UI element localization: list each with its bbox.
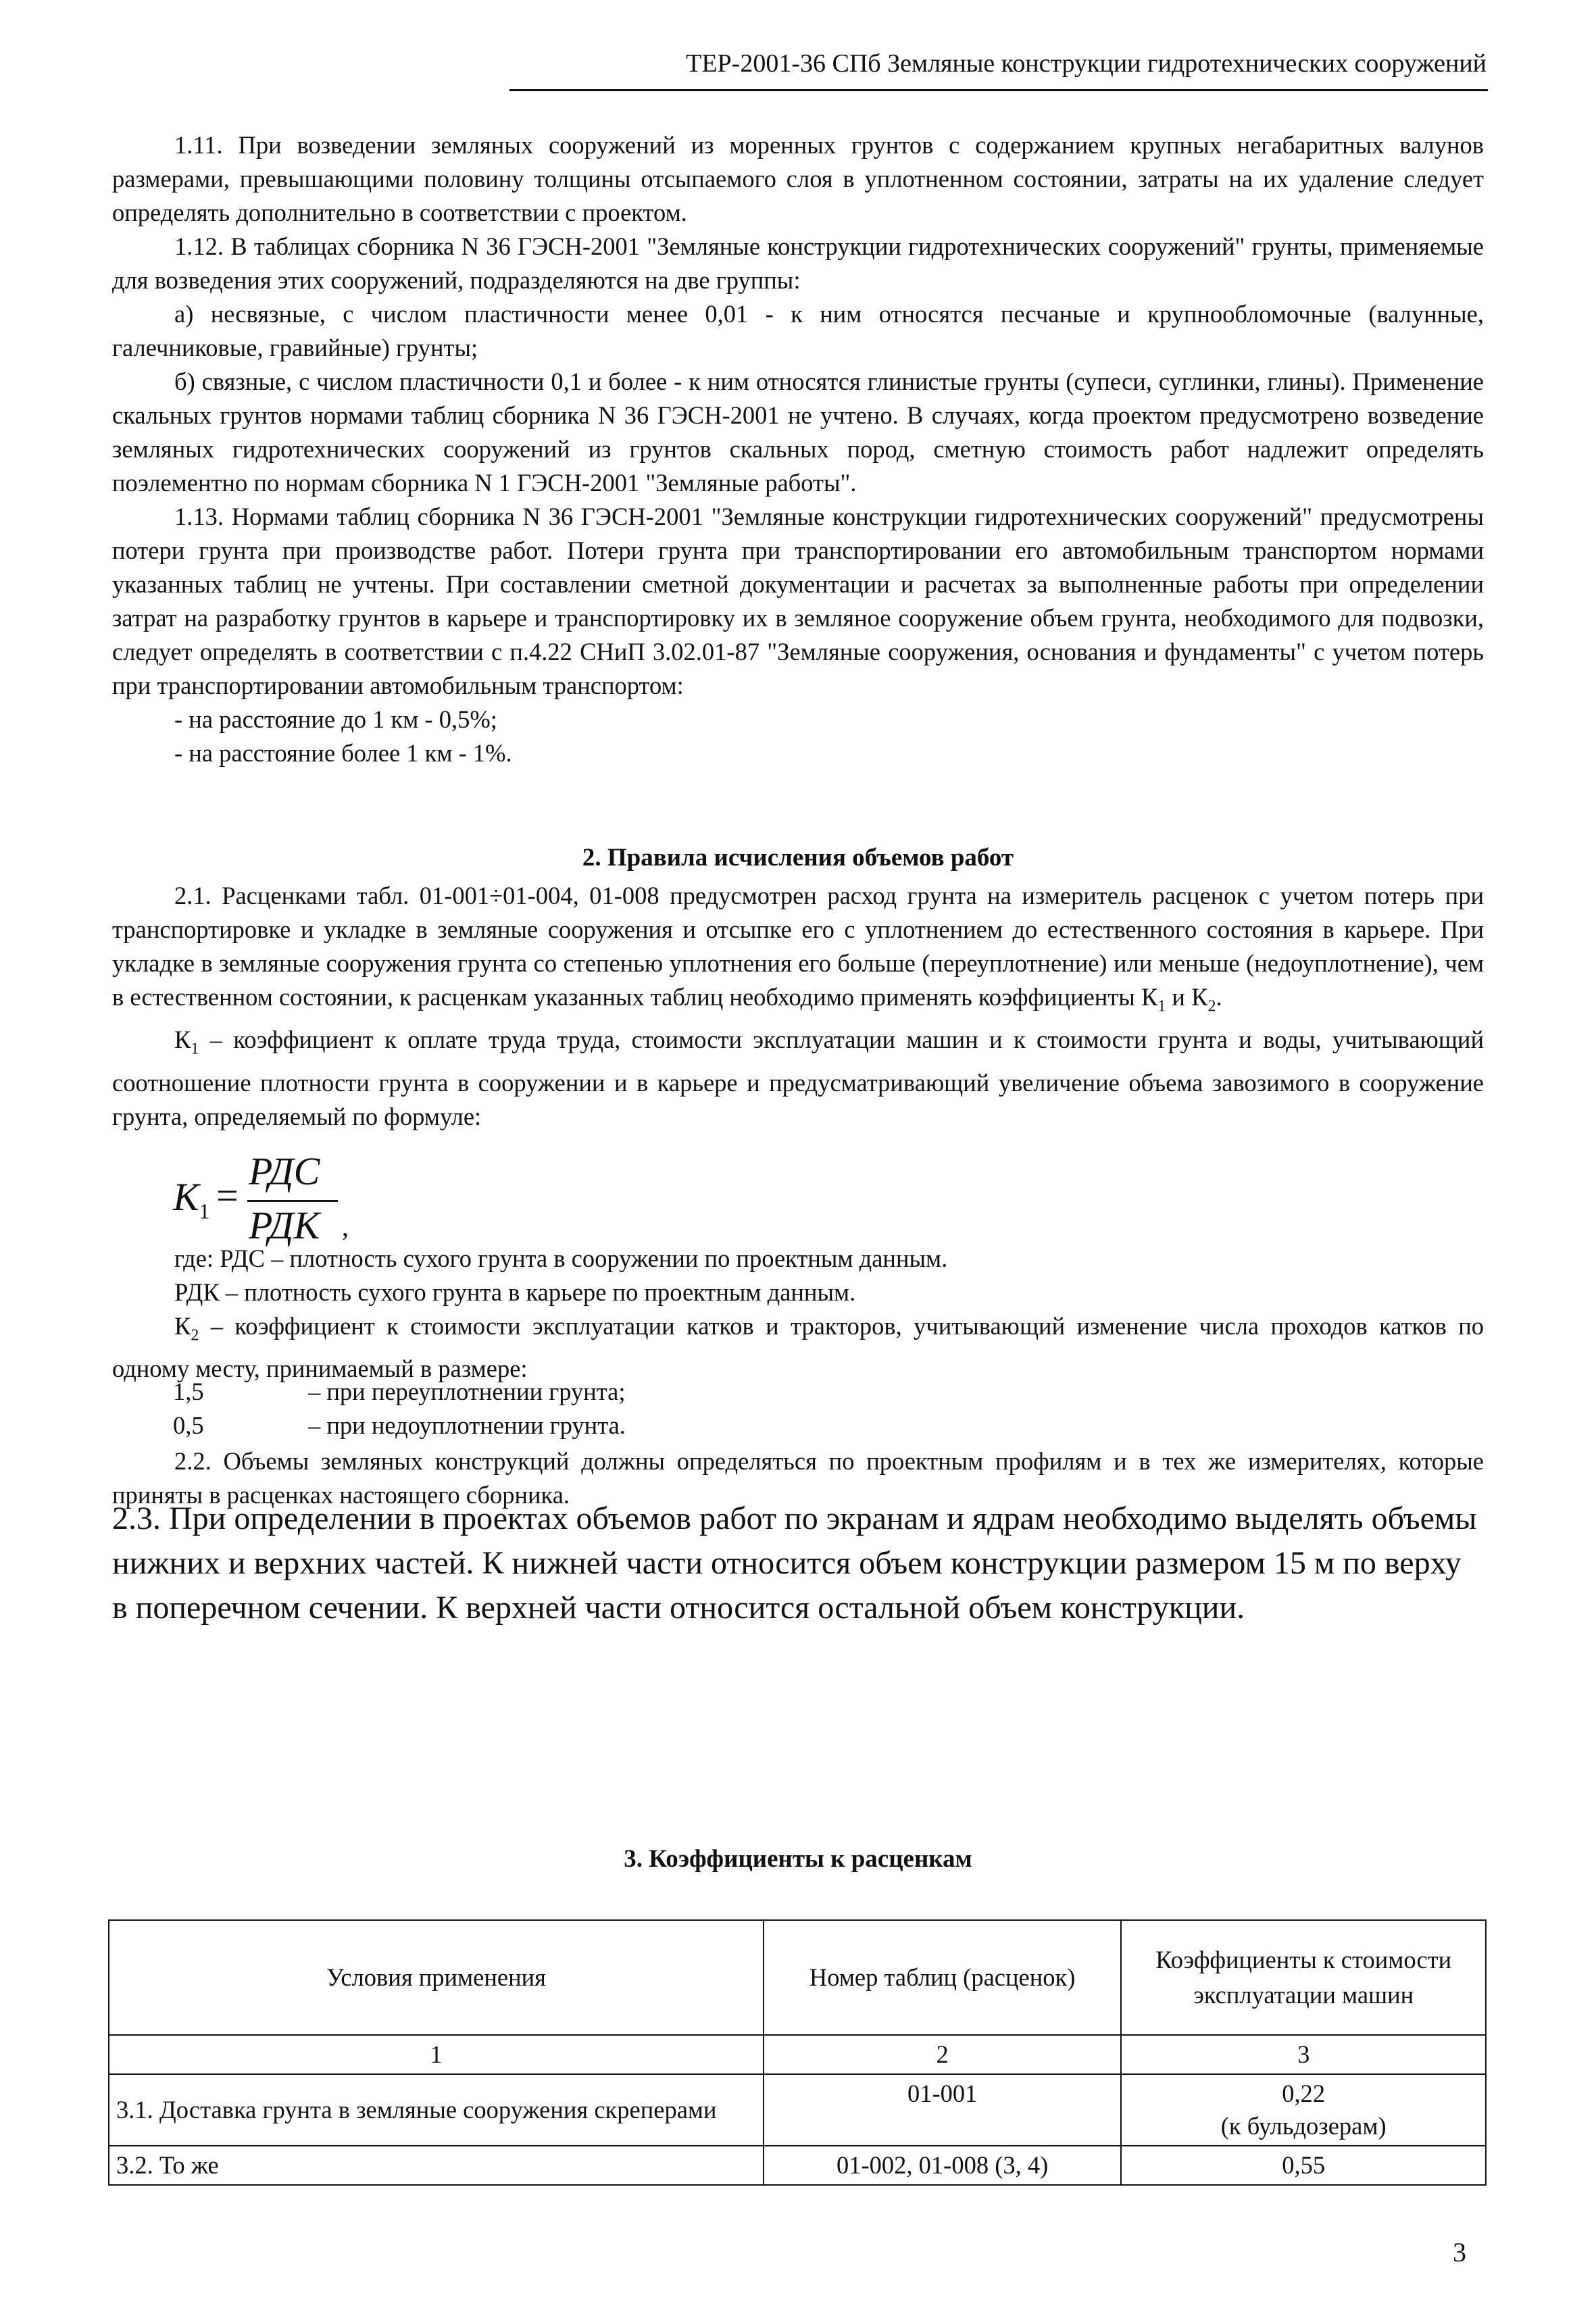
section1-text <box>112 128 1484 770</box>
paragraph-2-1-text: 2.1. Расценками табл. 01-001÷01-004, 01-008 предусмотрен расход грунта на измеритель расценок с учетом потерь при транспортировке и укладке в земляные сооружения и отсыпке его с уплотнением до естественного состояния в карьере. При укладке в земляные сооружения грунта со степенью уплотнения его больше (переуплотнение) или меньше (недоуплотнение), чем в естественном состоянии, к расценкам указанных таблиц необходимо применять коэффициенты <box>112 882 1484 1011</box>
paragraph-2-3: 2.3. При определении в проектах объемов работ по экранам и ядрам необходимо выделять объемы нижних и верхних частей. К нижней части относится объем конструкции размером 15 м по верху в поперечном сечении. К верхней части относится остальной объем конструкции. <box>112 1501 1477 1626</box>
paragraph-1-12-a: а) несвязные, с числом пластичности менее 0,01 - к ним относятся песчаные и крупнообломочные (валунные, галечниковые, гравийные) грунты; <box>112 300 1484 361</box>
coefficient-description: – при недоуплотнении грунта. <box>308 1411 626 1439</box>
paragraph-1-12-b: б) связные, с числом пластичности 0,1 и более - к ним относятся глинистые грунты (супеси, суглинки, глины). Применение скальных грунтов нормами таблиц сборника N 36 ГЭСН-2001 не учтено. В случаях, когда проектом предусмотрено возведение земляных гидротехнических сооружений из грунтов скальных пород, сметную стоимость работ надлежит определять поэлементно по нормам сборника N 1 ГЭСН-2001 "Земляные работы". <box>112 368 1484 497</box>
paragraph-1-13: 1.13. Нормами таблиц сборника N 36 ГЭСН-2001 "Земляные конструкции гидротехнических сооружений" предусмотрены потери грунта при производстве работ. Потери грунта при транспортировании его автомобильным транспортом нормами указанных таблиц не учтены. При составлении сметной документации и расчетах за выполненные работы при определении затрат на разработку грунтов в карьере и транспортировку их в земляное сооружение объем грунта, необходимого для подвозки, следует определять в соответствии с п.4.22 СНиП 3.02.01-87 "Земляные сооружения, основания и фундаменты" с учетом потерь при транспортировании автомобильным транспортом: <box>112 503 1484 699</box>
paragraph-1-11: 1.11. При возведении земляных сооружений из моренных грунтов с содержанием крупных негабаритных валунов размерами, превышающими половину толщины отсыпаемого слоя в уплотненном состоянии, затраты на их удаление следует определять дополнительно в соответствии с проектом. <box>112 131 1484 226</box>
and-text: и <box>1166 983 1192 1011</box>
header-rule <box>509 89 1488 91</box>
row-coefficient: 0,22 <box>1282 2080 1326 2107</box>
section2-title: 2. Правила исчисления объемов работ <box>582 844 1014 872</box>
k2-def-subscript: 2 <box>191 1326 199 1344</box>
header-coefficients: Коэффициенты к стоимости эксплуатации машин <box>1121 1920 1486 2035</box>
section3-title: 3. Коэффициенты к расценкам <box>624 1845 972 1873</box>
coefficients-table <box>108 1919 1487 2186</box>
period: . <box>1216 983 1222 1011</box>
row-coefficient-cell <box>1121 2074 1486 2146</box>
k1-def-symbol: К <box>174 1026 191 1054</box>
k2-subscript: 2 <box>1207 997 1216 1015</box>
k1-symbol: К <box>1141 983 1158 1011</box>
section2-text-continued <box>112 1242 1484 1386</box>
table-row <box>109 2074 1486 2146</box>
where-rds: где: РДС – плотность сухого грунта в сооружении по проектным данным. <box>174 1244 948 1272</box>
row-tables: 01-001 <box>764 2074 1122 2146</box>
row-coefficient: 0,55 <box>1121 2146 1486 2185</box>
formula-fraction-bar <box>247 1200 338 1202</box>
header-conditions: Условия применения <box>109 1920 764 2035</box>
k2-def-text: – коэффициент к стоимости эксплуатации катков и тракторов, учитывающий изменение числа проходов катков по одному месту, принимаемый в размере: <box>112 1312 1484 1383</box>
formula-lhs <box>173 1174 210 1224</box>
row-condition: 3.1. Доставка грунта в земляные сооружения скреперами <box>109 2074 764 2146</box>
formula-equals: = <box>216 1174 239 1217</box>
table-column-numbers-row <box>109 2035 1486 2074</box>
paragraph-k1-definition <box>112 1023 1484 1133</box>
k1-def-subscript: 1 <box>191 1040 199 1058</box>
where-rdk: РДК – плотность сухого грунта в карьере по проектным данным. <box>174 1278 856 1306</box>
coefficient-value: 0,5 <box>173 1411 204 1439</box>
section2-text <box>112 841 1484 1134</box>
formula-numerator: РДС <box>249 1149 320 1193</box>
loss-item-2: - на расстояние более 1 км - 1%. <box>174 739 512 767</box>
formula-denominator: РДК <box>249 1203 320 1247</box>
column-number: 3 <box>1121 2035 1486 2074</box>
row-condition: 3.2. То же <box>109 2146 764 2185</box>
k1-def-text: – коэффициент к оплате труда труда, стоимости эксплуатации машин и к стоимости грунта и воды, учитывающий соотношение плотности грунта в сооружении и в карьере и предусматривающий увеличение объема завозимого в сооружение грунта, определяемый по формуле: <box>112 1026 1484 1130</box>
formula-lhs-subscript: 1 <box>199 1199 210 1224</box>
paragraph-1-12: 1.12. В таблицах сборника N 36 ГЭСН-2001 "Земляные конструкции гидротехнических сооружений" грунты, применяемые для возведения этих сооружений, подразделяются на две группы: <box>112 232 1484 294</box>
running-header: ТЕР-2001-36 СПб Земляные конструкции гидротехнических сооружений <box>686 49 1487 78</box>
table-header-row <box>109 1920 1486 2035</box>
row-tables: 01-002, 01-008 (3, 4) <box>764 2146 1122 2185</box>
row-coefficient-note: (к бульдозерам) <box>1220 2112 1387 2140</box>
coefficient-value: 1,5 <box>173 1378 204 1405</box>
page-number: 3 <box>1453 2237 1466 2267</box>
header-table-numbers: Номер таблиц (расценок) <box>764 1920 1122 2035</box>
coefficient-description: – при переуплотнении грунта; <box>308 1378 626 1405</box>
paragraph-2-1 <box>112 879 1484 1023</box>
paragraph-2-2: 2.2. Объемы земляных конструкций должны определяться по проектным профилям и в тех же измерителях, которые приняты в расценках настоящего сборника. <box>112 1447 1484 1509</box>
paragraph-k2-definition <box>112 1309 1484 1386</box>
k2-def-symbol: К <box>174 1312 191 1340</box>
formula-comma: , <box>342 1211 349 1242</box>
table-row <box>109 2146 1486 2185</box>
column-number: 2 <box>764 2035 1122 2074</box>
formula-lhs-letter: К <box>173 1175 199 1219</box>
column-number: 1 <box>109 2035 764 2074</box>
loss-item-1: - на расстояние до 1 км - 0,5%; <box>174 705 497 733</box>
k1-subscript: 1 <box>1157 997 1166 1015</box>
k2-symbol: К <box>1191 983 1208 1011</box>
